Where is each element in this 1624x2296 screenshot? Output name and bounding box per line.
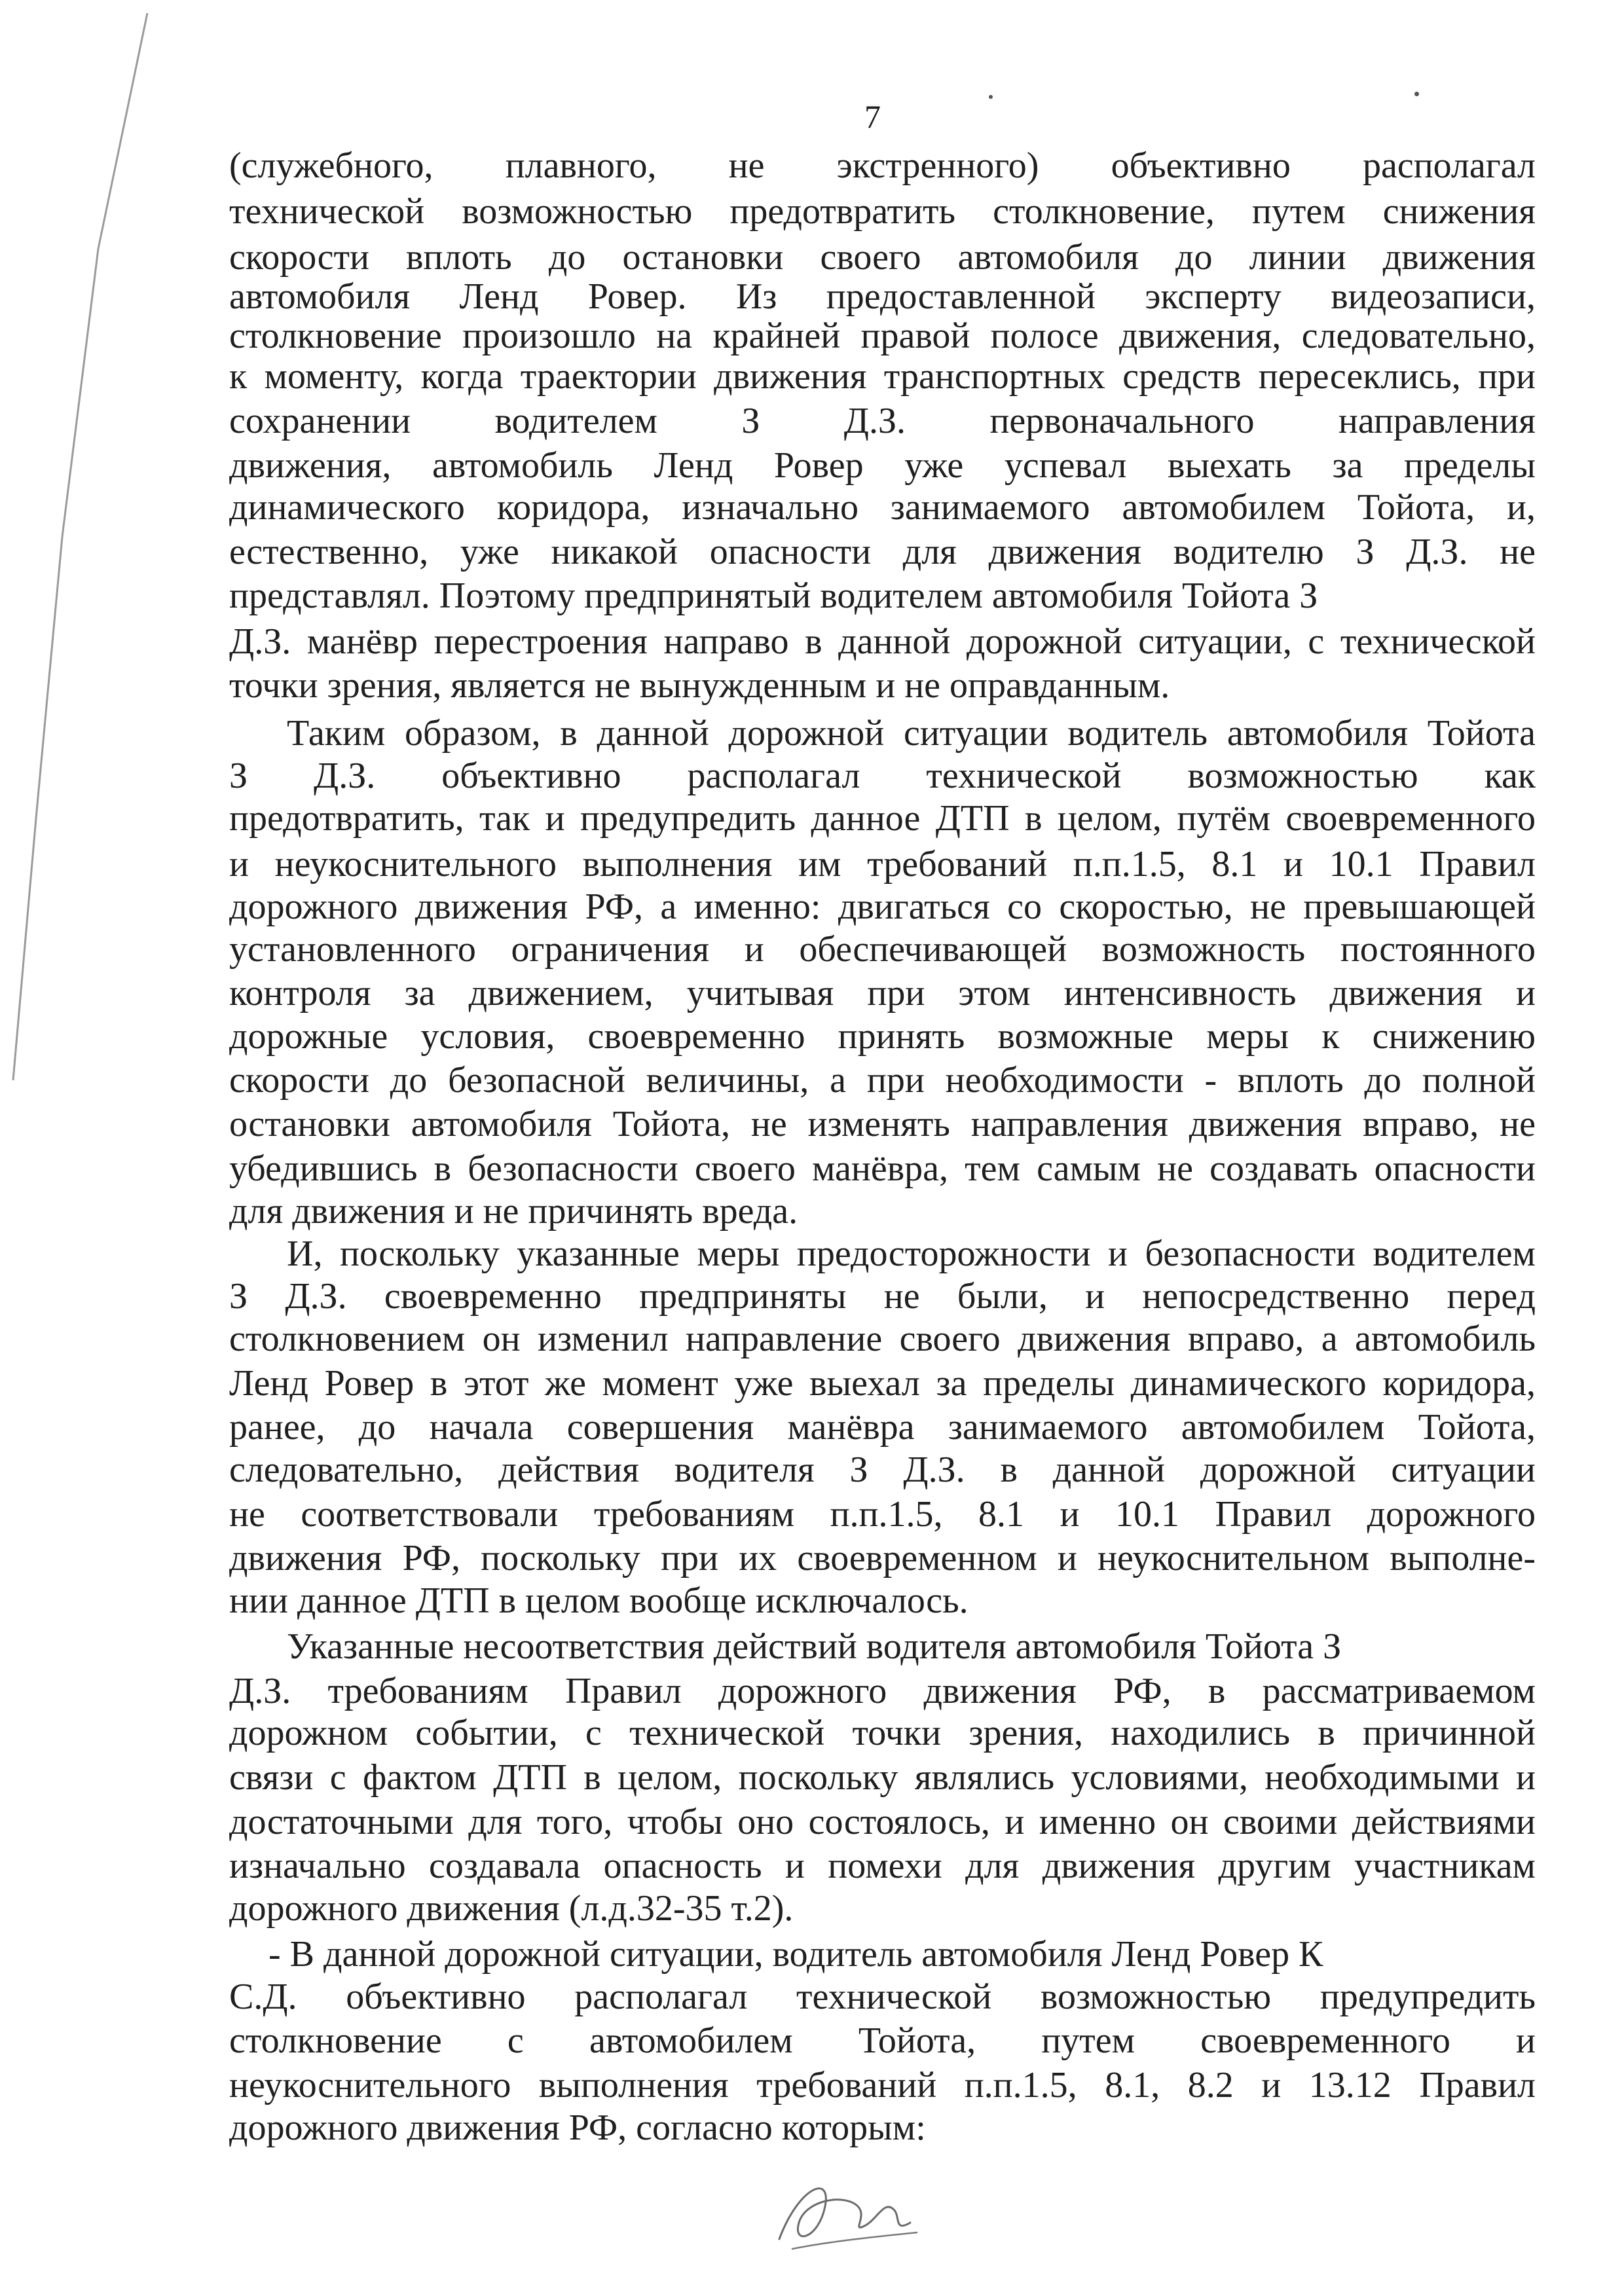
- text-line: скорости до безопасной величины, а при необходимости - вплоть до полной: [229, 1060, 1536, 1101]
- text-line: (служебного, плавного, не экстренного) объективно располагал: [229, 145, 1536, 186]
- text-line: Д.З. манёвр перестроения направо в данной дорожной ситуации, с технической: [229, 621, 1536, 662]
- text-line: контроля за движением, учитывая при этом интенсивность движения и: [229, 973, 1536, 1013]
- text-line: столкновением он изменил направление своего движения вправо, а автомобиль: [229, 1319, 1536, 1359]
- text-line: С.Д. объективно располагал технической возможностью предупредить: [229, 1977, 1536, 2017]
- text-line: не соответствовали требованиям п.п.1.5, 8.1 и 10.1 Правил дорожного: [229, 1494, 1536, 1535]
- text-line: дорожные условия, своевременно принять возможные меры к снижению: [229, 1016, 1536, 1057]
- text-line: установленного ограничения и обеспечивающей возможность постоянного: [229, 929, 1536, 970]
- scan-speck: [989, 95, 993, 99]
- text-line: З Д.З. своевременно предприняты не были, и непосредственно перед: [229, 1276, 1536, 1317]
- text-line: представлял. Поэтому предпринятый водителем автомобиля Тойота З: [229, 575, 1318, 616]
- text-line: скорости вплоть до остановки своего автомобиля до линии движения: [229, 237, 1536, 278]
- text-line: ранее, до начала совершения манёвра занимаемого автомобилем Тойота,: [229, 1407, 1536, 1448]
- text-line: изначально создавала опасность и помехи для движения другим участникам: [229, 1846, 1536, 1886]
- text-line: достаточными для того, чтобы оно состоялось, и именно он своими действиями: [229, 1802, 1536, 1842]
- text-line: И, поскольку указанные меры предосторожности и безопасности водителем: [287, 1233, 1536, 1274]
- text-line: предотвратить, так и предупредить данное ДТП в целом, путём своевременного: [229, 798, 1536, 839]
- text-line: Ленд Ровер в этот же момент уже выехал за пределы динамического коридора,: [229, 1363, 1536, 1404]
- text-line: убедившись в безопасности своего манёвра, тем самым не создавать опасности: [229, 1148, 1536, 1189]
- text-line: Таким образом, в данной дорожной ситуации водитель автомобиля Тойота: [287, 713, 1536, 754]
- text-line: дорожном событии, с технической точки зрения, находились в причинной: [229, 1713, 1536, 1753]
- text-line: Указанные несоответствия действий водителя автомобиля Тойота З: [287, 1626, 1342, 1667]
- text-line: З Д.З. объективно располагал технической возможностью как: [229, 756, 1536, 796]
- text-line: сохранении водителем З Д.З. первоначального направления: [229, 401, 1536, 441]
- text-line: связи с фактом ДТП в целом, поскольку являлись условиями, необходимыми и: [229, 1757, 1536, 1798]
- text-line: дорожного движения (л.д.32-35 т.2).: [229, 1888, 794, 1929]
- page-number: 7: [864, 98, 881, 135]
- text-line: дорожного движения РФ, согласно которым:: [229, 2107, 926, 2148]
- text-line: для движения и не причинять вреда.: [229, 1191, 798, 1231]
- text-line: - В данной дорожной ситуации, водитель автомобиля Ленд Ровер К: [268, 1934, 1323, 1975]
- text-line: технической возможностью предотвратить столкновение, путем снижения: [229, 191, 1536, 232]
- handwritten-signature: [753, 2160, 936, 2265]
- text-line: неукоснительного выполнения требований п.п.1.5, 8.1, 8.2 и 13.12 Правил: [229, 2065, 1536, 2105]
- text-line: остановки автомобиля Тойота, не изменять направления движения вправо, не: [229, 1104, 1536, 1144]
- text-line: нии данное ДТП в целом вообще исключалось.: [229, 1580, 969, 1621]
- text-line: Д.З. требованиям Правил дорожного движения РФ, в рассматриваемом: [229, 1671, 1536, 1711]
- text-line: к моменту, когда траектории движения транспортных средств пересеклись, при: [229, 356, 1536, 397]
- text-line: движения, автомобиль Ленд Ровер уже успевал выехать за пределы: [229, 445, 1536, 486]
- text-line: дорожного движения РФ, а именно: двигаться со скоростью, не превышающей: [229, 886, 1536, 927]
- text-line: точки зрения, является не вынужденным и не оправданным.: [229, 665, 1170, 706]
- scan-speck: [1414, 92, 1419, 96]
- text-line: и неукоснительного выполнения им требований п.п.1.5, 8.1 и 10.1 Правил: [229, 844, 1536, 884]
- scan-edge-mark: [0, 0, 170, 2296]
- text-line: динамического коридора, изначально занимаемого автомобилем Тойота, и,: [229, 487, 1536, 528]
- text-line: естественно, уже никакой опасности для движения водителю З Д.З. не: [229, 532, 1536, 572]
- text-line: столкновение с автомобилем Тойота, путем своевременного и: [229, 2020, 1536, 2061]
- text-line: следовательно, действия водителя З Д.З. в данной дорожной ситуации: [229, 1449, 1536, 1490]
- text-line: столкновение произошло на крайней правой полосе движения, следовательно,: [229, 316, 1536, 356]
- text-line: автомобиля Ленд Ровер. Из предоставленной эксперту видеозаписи,: [229, 276, 1536, 317]
- text-line: движения РФ, поскольку при их своевременном и неукоснительном выполне-: [229, 1538, 1536, 1578]
